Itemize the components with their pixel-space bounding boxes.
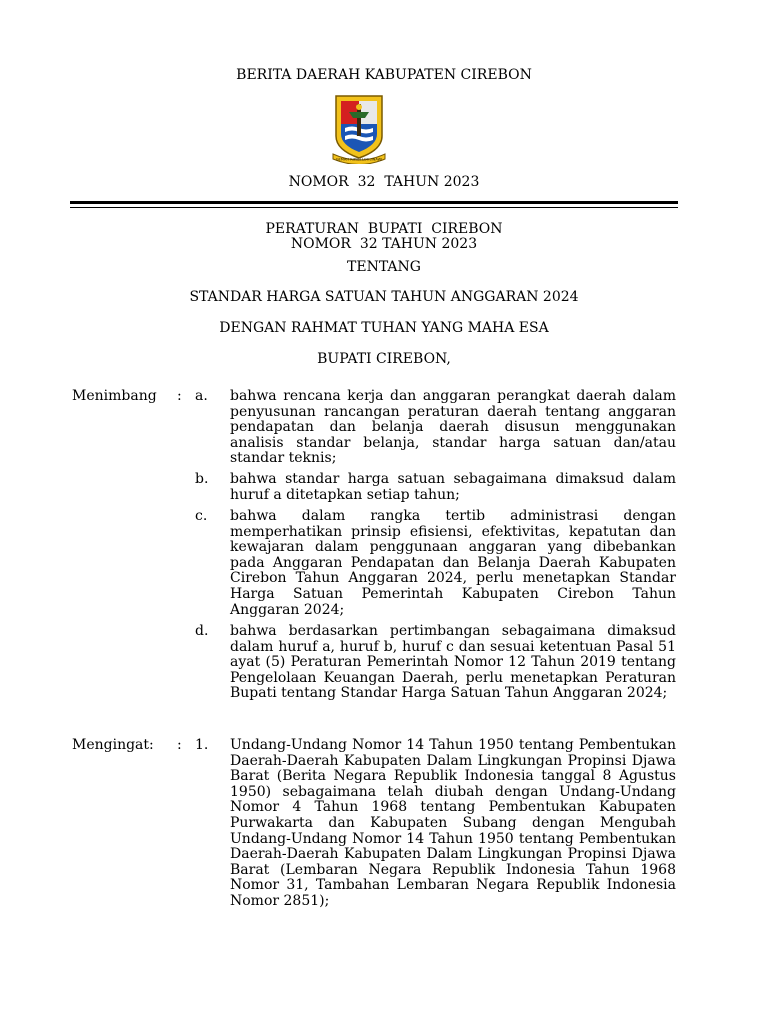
regulation-title: PERATURAN BUPATI CIREBON: [265, 221, 503, 237]
menimbang-item-text: bahwa berdasarkan pertimbangan sebagaimana dimaksud dalam huruf a, huruf b, huruf c dan sesuai ketentuan Pasal 51 ayat (5) Peraturan Pemerintah Nomor 12 Tahun 2019 tentang Pengelolaan Keuangan Daerah, perlu menetapkan Peraturan Bupati tentang Standar Harga Satuan Tahun Anggaran 2024;: [230, 623, 676, 702]
regulation-invocation: DENGAN RAHMAT TUHAN YANG MAHA ESA: [219, 320, 549, 336]
header-divider-thick: [70, 201, 678, 204]
menimbang-item-marker: a.: [195, 388, 208, 404]
cirebon-regency-coat-of-arms-icon: [331, 92, 387, 164]
menimbang-item-text: bahwa dalam rangka tertib administrasi dengan memperhatikan prinsip efisiensi, efektivitas, kepatutan dan kewajaran dalam penggunaan anggaran yang dibebankan pada Anggaran Pendapatan dan Belanja Daerah Kabupaten Cirebon Tahun Anggaran 2024, perlu menetapkan Standar Harga Satuan Pemerintah Kabupaten Cirebon Tahun Anggaran 2024;: [230, 508, 676, 618]
issue-suffix: TAHUN 2023: [384, 174, 480, 190]
logo-motto: GEMAH RIPAH LOH JINAWI: [335, 157, 383, 162]
menimbang-item-text: bahwa standar harga satuan sebagaimana dimaksud dalam huruf a ditetapkan setiap tahun;: [230, 471, 676, 503]
issue-line: [0, 175, 768, 191]
issue-number: 32: [357, 174, 376, 190]
menimbang-item-marker: d.: [195, 623, 209, 639]
header-divider-thin: [70, 207, 678, 208]
issue-prefix: NOMOR: [288, 174, 349, 190]
mengingat-item-text: Undang-Undang Nomor 14 Tahun 1950 tentang Pembentukan Daerah-Daerah Kabupaten Dalam Lingkungan Propinsi Djawa Barat (Berita Negara Republik Indonesia tanggal 8 Agustus 1950) sebagaimana telah diubah dengan Undang-Undang Nomor 4 Tahun 1968 tentang Pembentukan Kabupaten Purwakarta dan Kabupaten Subang dengan Mengubah Undang-Undang Nomor 14 Tahun 1950 tentang Pembentukan Daerah-Daerah Kabupaten Dalam Lingkungan Propinsi Djawa Barat (Lembaran Negara Republik Indonesia Tahun 1968 Nomor 31, Tambahan Lembaran Negara Republik Indonesia Nomor 2851);: [230, 737, 676, 909]
menimbang-label: Menimbang: [72, 388, 157, 404]
regulation-about: TENTANG: [347, 259, 421, 275]
menimbang-item-text: bahwa rencana kerja dan anggaran perangkat daerah dalam penyusunan rancangan peraturan daerah tentang anggaran pendapatan dan belanja daerah disusun menggunakan analisis standar belanja, standar harga satuan dan/atau standar teknis;: [230, 388, 676, 467]
mengingat-item-marker: 1.: [195, 737, 209, 753]
publication-title: BERITA DAERAH KABUPATEN CIREBON: [236, 67, 532, 83]
menimbang-colon: :: [177, 388, 182, 404]
regulation-subject: STANDAR HARGA SATUAN TAHUN ANGGARAN 2024: [189, 289, 579, 305]
menimbang-item-marker: c.: [195, 508, 208, 524]
mengingat-colon: :: [177, 737, 182, 753]
regulation-authority: BUPATI CIREBON,: [317, 351, 451, 367]
mengingat-label: Mengingat:: [72, 737, 154, 753]
menimbang-item-marker: b.: [195, 471, 209, 487]
regulation-number: NOMOR 32 TAHUN 2023: [290, 236, 478, 252]
